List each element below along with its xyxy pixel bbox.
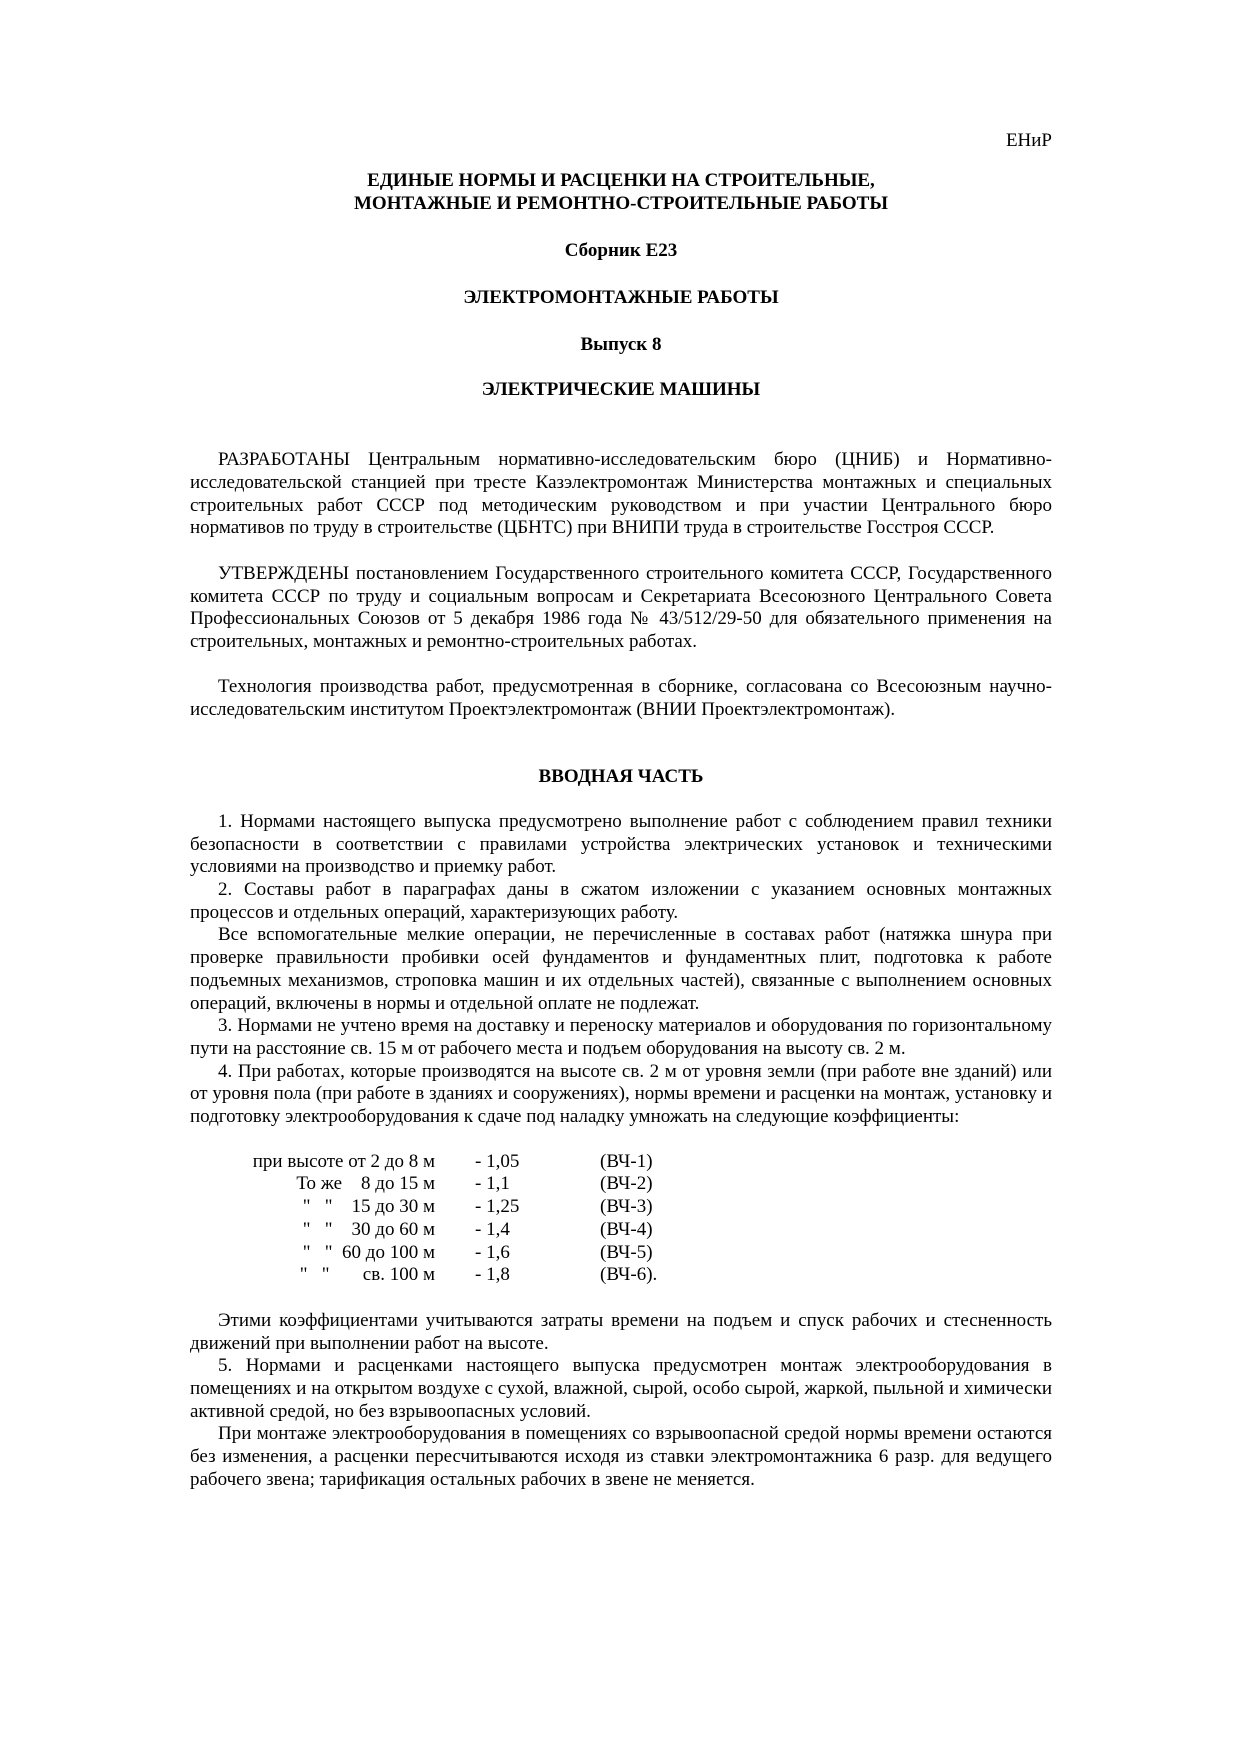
paragraph-5-explosive: При монтаже электрооборудования в помещениях со взрывоопасной средой нормы времени остаются без изменения, а расценки пересчитываются исходя из ставки электромонтажника 6 разр. для ведущего рабочего звена; тарификация остальных рабочих в звене не меняется. [190,1423,1052,1490]
document-title [190,170,1052,215]
coef-value: - 1,8 [475,1264,510,1286]
coef-height: " " 60 до 100 м [302,1241,435,1263]
coef-height: То же 8 до 15 м [296,1173,435,1195]
coef-code: (ВЧ-2) [600,1173,653,1195]
coef-value: - 1,4 [475,1218,510,1240]
paragraph-1: 1. Нормами настоящего выпуска предусмотрено выполнение работ с соблюдением правил техники безопасности в соответствии с правилами устройства электрических установок и техническими условиями на производство и приемку работ. [190,810,1052,878]
coef-height: при высоте от 2 до 8 м [252,1150,435,1172]
developed-paragraph: РАЗРАБОТАНЫ Центральным нормативно-исследовательским бюро (ЦНИБ) и Нормативно-исследовательской станцией при тресте Казэлектромонтаж Министерства монтажных и специальных строительных работ СССР под методическим руководством и при участии Центрального бюро нормативов по труду в строительстве (ЦБНТС) при ВНИПИ труда в строительстве Госстроя СССР. [190,449,1052,539]
coef-code: (ВЧ-6). [600,1264,658,1286]
technology-paragraph: Технология производства работ, предусмотренная в сборнике, согласована со Всесоюзным научно-исследовательским институтом Проектэлектромонтаж (ВНИИ Проектэлектромонтаж). [190,675,1052,720]
coefficient-row [190,1173,1052,1196]
paragraph-2-aux: Все вспомогательные мелкие операции, не перечисленные в составах работ (натяжка шнура при проверке правильности пробивки осей фундаментов и фундаментных плит, подготовка к работе подъемных механизмов, строповка машин и их отдельных частей), связанные с выполнением основных операций, включены в нормы и отдельной оплате не подлежат. [190,924,1052,1014]
coefficient-row [190,1242,1052,1265]
paragraph-5: 5. Нормами и расценками настоящего выпуска предусмотрен монтаж электрооборудования в помещениях и на открытом воздухе с сухой, влажной, сырой, особо сырой, жаркой, пыльной и химически активной средой, но без взрывоопасных условий. [190,1355,1052,1422]
coef-height: " " 30 до 60 м [302,1218,435,1240]
coef-value: - 1,05 [475,1150,520,1172]
paragraph-3: 3. Нормами не учтено время на доставку и переноску материалов и оборудования по горизонтальному пути на расстояние св. 15 м от рабочего места и подъем оборудования на высоту св. 2 м. [190,1015,1052,1059]
paragraph-4: 4. При работах, которые производятся на высоте св. 2 м от уровня земли (при работе вне зданий) или от уровня пола (при работе в зданиях и сооружениях), нормы времени и расценки на монтаж, установку и подготовку электрооборудования к сдаче под наладку умножать на следующие коэффициенты: [190,1060,1052,1128]
coef-height: " " св. 100 м [299,1264,435,1286]
coef-value: - 1,1 [475,1173,510,1195]
header-tag: ЕНиР [1005,130,1052,151]
document-page [190,130,1052,1492]
coefficients-table [190,1151,1052,1287]
coef-code: (ВЧ-4) [600,1218,653,1240]
works-title: ЭЛЕКТРОМОНТАЖНЫЕ РАБОТЫ [463,287,779,309]
title-line-2: МОНТАЖНЫЕ И РЕМОНТНО-СТРОИТЕЛЬНЫЕ РАБОТЫ [354,192,888,214]
coefficient-row [190,1151,1052,1174]
coef-code: (ВЧ-5) [600,1241,653,1263]
coefficient-row [190,1264,1052,1287]
coef-code: (ВЧ-1) [600,1150,653,1172]
coef-code: (ВЧ-3) [600,1196,653,1218]
coef-value: - 1,25 [475,1196,520,1218]
title-line-1: ЕДИНЫЕ НОРМЫ И РАСЦЕНКИ НА СТРОИТЕЛЬНЫЕ, [367,170,875,191]
paragraph-2: 2. Составы работ в параграфах даны в сжатом изложении с указанием основных монтажных процессов и отдельных операций, характеризующих работу. [190,879,1052,923]
subject-title: ЭЛЕКТРИЧЕСКИЕ МАШИНЫ [481,378,761,400]
issue-title: Выпуск 8 [580,333,662,355]
coefficient-row [190,1196,1052,1219]
coef-value: - 1,6 [475,1241,510,1263]
coef-height: " " 15 до 30 м [302,1196,435,1218]
coefficients-note: Этими коэффициентами учитываются затраты времени на подъем и спуск рабочих и стесненность движений при выполнении работ на высоте. [190,1309,1052,1354]
coefficient-row [190,1219,1052,1242]
collection-title: Сборник Е23 [564,240,678,262]
intro-section-title: ВВОДНАЯ ЧАСТЬ [538,766,704,788]
approved-paragraph: УТВЕРЖДЕНЫ постановлением Государственного строительного комитета СССР, Государственного комитета СССР по труду и социальным вопросам и Секретариата Всесоюзного Центрального Совета Профессиональных Союзов от 5 декабря 1986 года № 43/512/29-50 для обязательного применения на строительных, монтажных и ремонтно-строительных работах. [190,563,1052,653]
